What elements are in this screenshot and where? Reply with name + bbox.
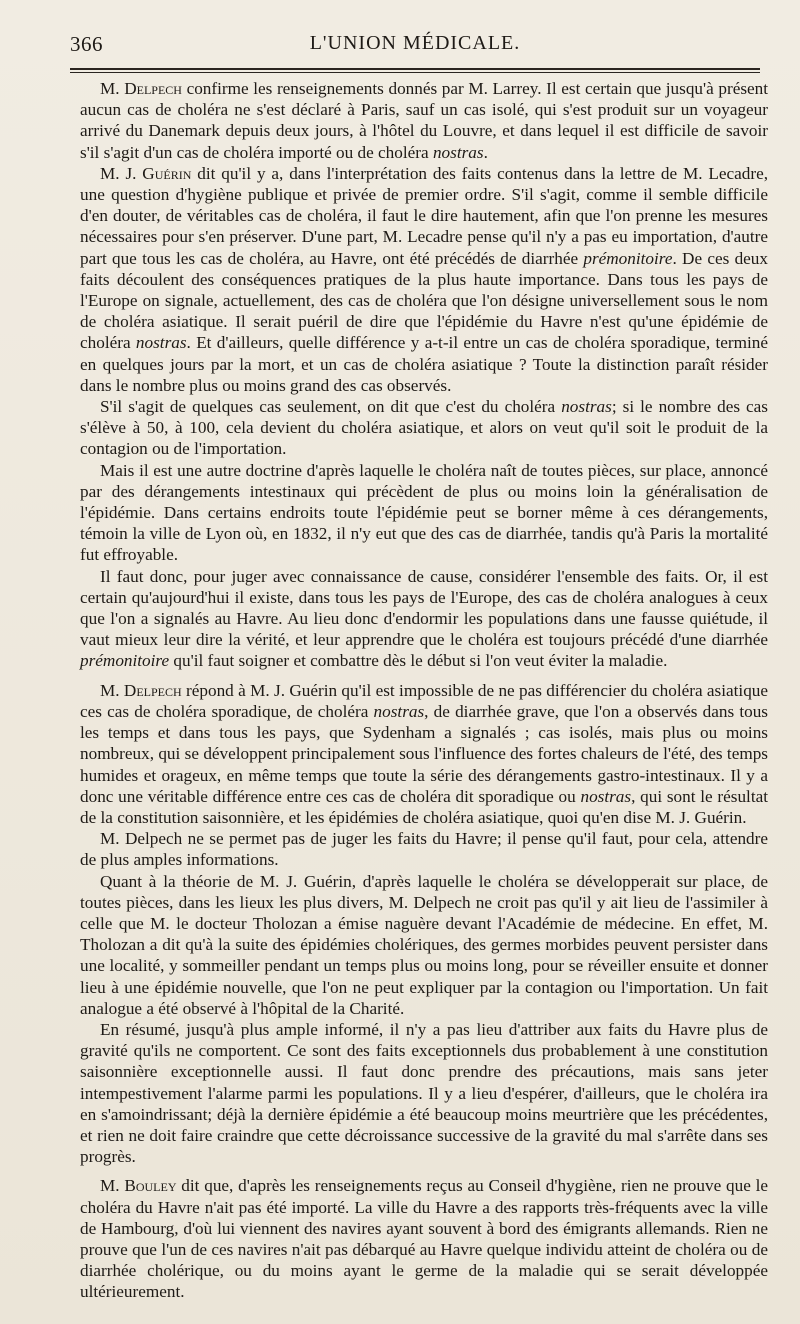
- italic-term: nostras: [580, 786, 632, 806]
- speaker-name: M. Delpech: [100, 680, 182, 700]
- speaker-name: M. J. Guérin: [100, 163, 192, 183]
- text-run: ; si le nombre des cas s'élève à 50, à 100, cela devient du choléra asiatique, et alors on veut qu'il soit le produit de la contagion ou de l'importation.: [80, 397, 768, 459]
- italic-term: nostras: [373, 701, 425, 721]
- paragraph-p2: [80, 163, 768, 396]
- text-run: . De ces deux faits découlent des conséquences pratiques de la plus haute importance. Dans tous les pays de l'Europe on signale, actuellement, des cas de choléra que l'on désigne universellement sous le nom de choléra asiatique. Il serait puéril de dire que l'épidémie du Havre n'est qu'une épidémie de choléra: [80, 248, 768, 353]
- text-run: Il faut donc, pour juger avec connaissance de cause, considérer l'ensemble des faits. Or, il est certain qu'aujourd'hui il existe, dans tous les pays de l'Europe, des cas de choléra analogues à ceux que l'on a signalés au Havre. Au lieu donc d'endormir les populations dans une fausse quiétude, il vaut mieux leur dire la vérité, et leur apprendre que le choléra est toujours précédé d'une diarrhée: [80, 566, 768, 650]
- paragraph-p6: [80, 680, 768, 828]
- text-run: dit qu'il y a, dans l'interprétation des faits contenus dans la lettre de M. Lecadre, une question d'hygiène publique et privée de premier ordre. S'il s'agit, comme il semble difficile d'en douter, de véritables cas de choléra, il faut le dire hautement, afin que l'on prenne les mesures nécessaires pour s'en préserver. D'une part, M. Lecadre pense qu'il n'y a pas eu importation, d'autre part que tous les cas de choléra, au Havre, ont été précédés de diarrhée: [80, 163, 769, 268]
- header-rule-thin: [70, 72, 760, 73]
- text-run: , qui sont le résultat de la constitution saisonnière, et les épidémies de choléra asiatique, quoi qu'en dise M. J. Guérin.: [80, 786, 768, 827]
- running-title: L'UNION MÉDICALE.: [309, 32, 521, 54]
- italic-term: prémonitoire: [583, 248, 673, 268]
- italic-term: nostras: [561, 397, 612, 417]
- text-run: dit que, d'après les renseignements reçus au Conseil d'hygiène, rien ne prouve que le choléra du Havre n'ait pas été importé. La ville du Havre a des rapports très-fréquents avec la ville de Hambourg, d'où lui viennent des navires ayant souvent à bord des émigrants allemands. Rien ne prouve que l'un de ces navires n'ait pas débarqué au Havre quelque individu atteint de choléra ou de diarrhée cholérique, ou du moins ayant le germe de la maladie qui se serait développée ultérieurement.: [80, 1176, 769, 1302]
- page-header: [70, 32, 760, 62]
- header-rule: [70, 68, 760, 70]
- page-number: 366: [70, 32, 103, 56]
- paragraph-p10: [80, 1175, 768, 1302]
- text-run: , de diarrhée grave, que l'on a observés dans tous les temps et dans tous les pays, que Sydenham a signalés ; cas isolés, mais plus ou moins nombreux, qui se développent principalement sous l'influence des fortes chaleurs de l'été, des temps humides et orageux, en même temps que toute la série des dérangements gastro-intestinaux. Il y a donc une véritable différence entre ces cas de choléra dit sporadique ou: [80, 701, 768, 806]
- text-run: S'il s'agit de quelques cas seulement, on dit que c'est du choléra: [100, 397, 562, 417]
- italic-term: nostras: [135, 333, 187, 353]
- paragraph-p7: [80, 828, 768, 870]
- text-run: Mais il est une autre doctrine d'après laquelle le choléra naît de toutes pièces, sur place, annoncé par des dérangements intestinaux qui précèdent de plus ou moins loin la généralisation de l'épidémie. Dans certains endroits toute l'épidémie peut se borner même à ces dérangements, témoin la ville de Lyon où, en 1832, il n'y eut que des cas de diarrhée, tandis qu'à Paris la mortalité fut effroyable.: [80, 460, 768, 565]
- text-run: répond à M. J. Guérin qu'il est impossible de ne pas différencier du choléra asiatique ces cas de choléra sporadique, de choléra: [80, 680, 769, 721]
- text-run: . Et d'ailleurs, quelle différence y a-t-il entre un cas de choléra sporadique, terminé en quelques jours par la mort, et un cas de choléra asiatique ? Toute la distinction paraît résider dans le nombre plus ou moins grand des cas observés.: [80, 333, 768, 395]
- text-run: confirme les renseignements donnés par M. Larrey. Il est certain que jusqu'à présent aucun cas de choléra ne s'est déclaré à Paris, sauf un cas isolé, qui s'est produit sur un voyageur arrivé du Danemark depuis deux jours, à l'hôtel du Louvre, et dans lequel il est difficile de savoir s'il s'agit d'un cas de choléra importé ou de choléra: [80, 79, 769, 162]
- paragraph-p9: [80, 1019, 768, 1167]
- speaker-name: M. Delpech: [100, 79, 182, 98]
- paragraph-p3: [80, 396, 768, 460]
- text-run: M. Delpech ne se permet pas de juger les faits du Havre; il pense qu'il faut, pour cela, attendre de plus amples informations.: [80, 829, 768, 870]
- paragraph-p1: [80, 78, 768, 163]
- text-run: .: [483, 142, 488, 162]
- text-run: qu'il faut soigner et combattre dès le début si l'on veut éviter la maladie.: [169, 651, 668, 671]
- paragraph-p8: [80, 871, 768, 1019]
- paragraph-p4: [80, 460, 768, 566]
- text-run: En résumé, jusqu'à plus ample informé, il n'y a pas lieu d'attriber aux faits du Havre plus de gravité qu'ils ne comportent. Ce sont des faits exceptionnels dus probablement à une constitution saisonnière exceptionnelle aussi. Il faut donc prendre des précautions, mais sans jeter intempestivement l'alarme parmi les populations. Il y a lieu d'espérer, d'ailleurs, que le choléra ira en s'amoindrissant; déjà la dernière épidémie a été beaucoup moins meurtrière que les précédentes, et rien ne doit faire craindre que cette décroissance successive de la gravité du mal s'arrête dans ses progrès.: [80, 1019, 768, 1167]
- italic-term: nostras: [432, 142, 484, 162]
- italic-term: prémonitoire: [80, 651, 170, 671]
- paragraph-p5: [80, 566, 768, 672]
- article-body: [80, 78, 768, 1303]
- speaker-name: M. Bouley: [100, 1176, 177, 1196]
- text-run: Quant à la théorie de M. J. Guérin, d'après laquelle le choléra se développerait sur place, de toutes pièces, dans les lieux les plus divers, M. Delpech ne croit pas qu'il y ait lieu de l'assimiler à celle que M. le docteur Tholozan a émise naguère devant l'Académie de médecine. En effet, M. Tholozan a dit qu'à la suite des épidémies cholériques, des germes morbides peuvent persister dans une localité, y sommeiller pendant un temps plus ou moins long, pour se réveiller ensuite et donner lieu à une épidémie nouvelle, que l'on ne peut expliquer par la contagion ou l'importation. Un fait analogue a été observé à l'hôpital de la Charité.: [80, 871, 768, 1018]
